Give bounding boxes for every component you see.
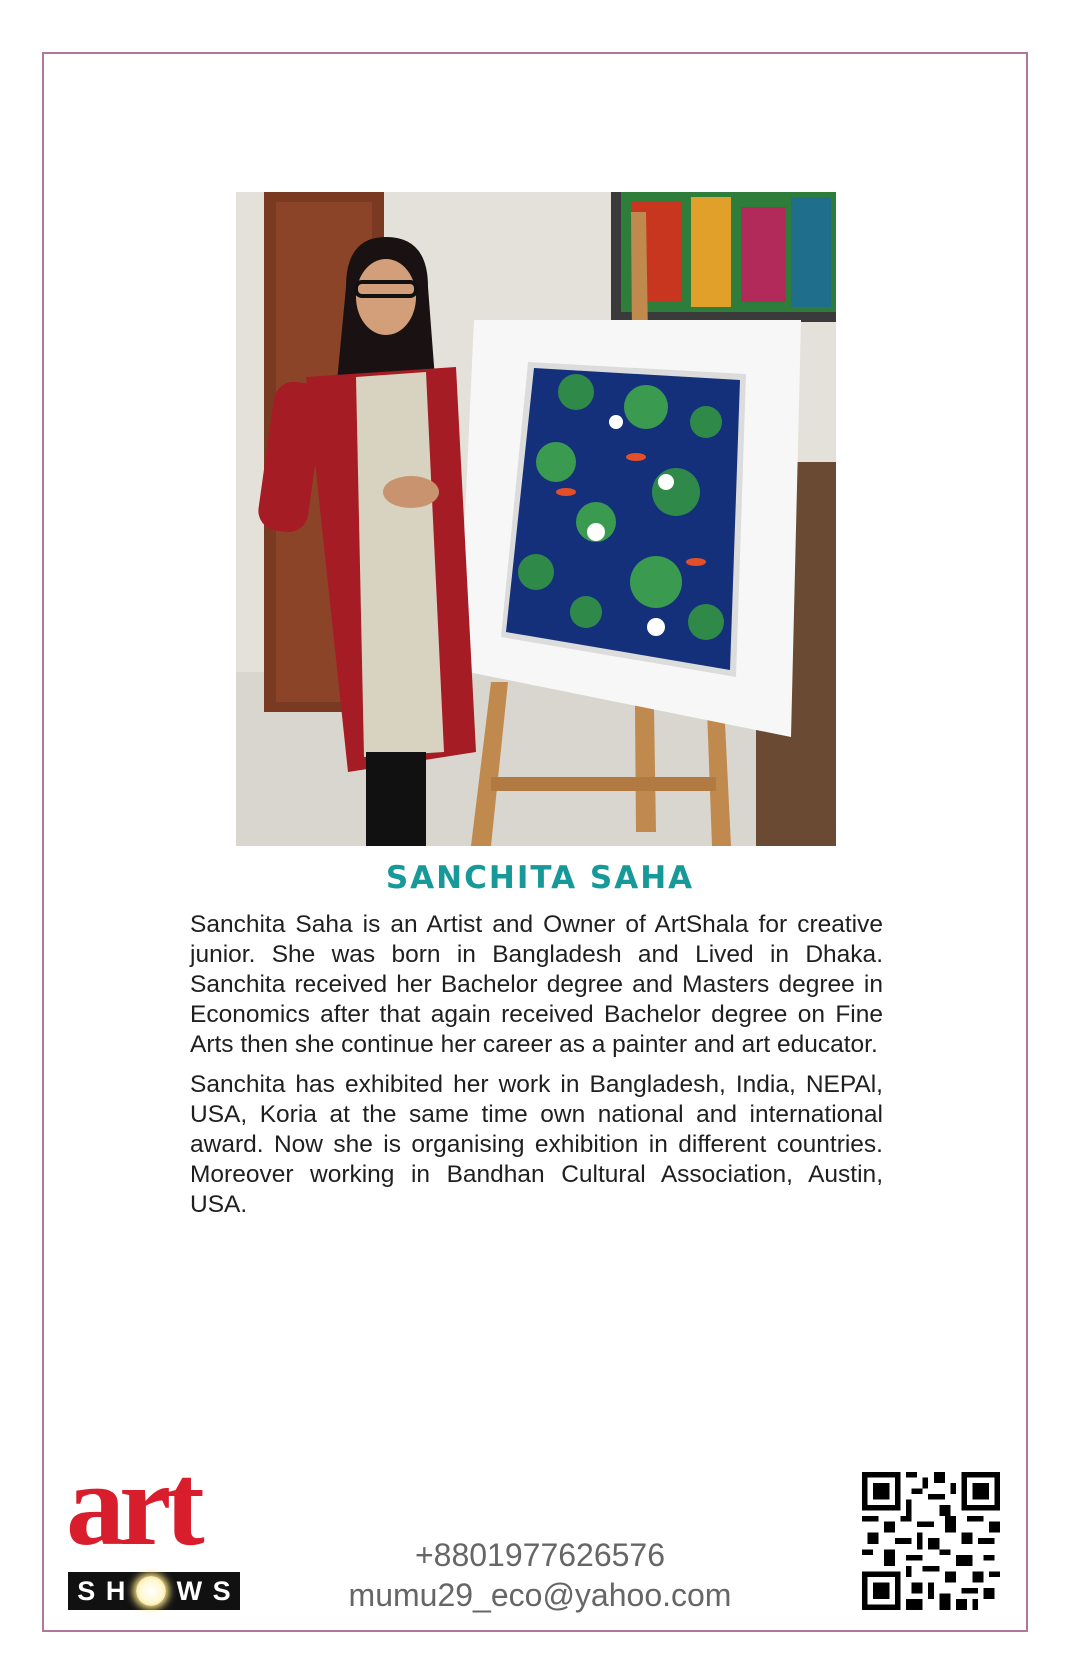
artist-bio	[190, 910, 883, 1230]
artist-photo	[236, 192, 836, 846]
logo-letter: H	[105, 1575, 126, 1606]
email-address: mumu29_eco@yahoo.com	[348, 1577, 732, 1613]
qr-code-icon	[862, 1472, 1000, 1610]
bio-paragraph: Sanchita has exhibited her work in Bangladesh, India, NEPAl, USA, Koria at the same time own national and international award. Now she is organising exhibition in different countries. Moreover working in Bandhan Cultural Association, Austin, USA.	[190, 1071, 883, 1218]
artist-photo-illustration	[236, 192, 836, 846]
artist-name: SANCHITA SAHA	[385, 860, 695, 896]
qr-code	[862, 1472, 1000, 1610]
logo-letter: S	[212, 1575, 231, 1606]
phone-number: +8801977626576	[414, 1537, 666, 1573]
logo-letter: W	[176, 1575, 203, 1606]
logo-word: art	[66, 1439, 199, 1570]
bio-paragraph: Sanchita Saha is an Artist and Owner of ArtShala for creative junior. She was born in Bangladesh and Lived in Dhaka. Sanchita received her Bachelor degree and Masters degree in Economics after that again received Bachelor degree on Fine Arts then she continue her career as a painter and art educator.	[190, 911, 883, 1058]
logo-letter: S	[77, 1575, 96, 1606]
